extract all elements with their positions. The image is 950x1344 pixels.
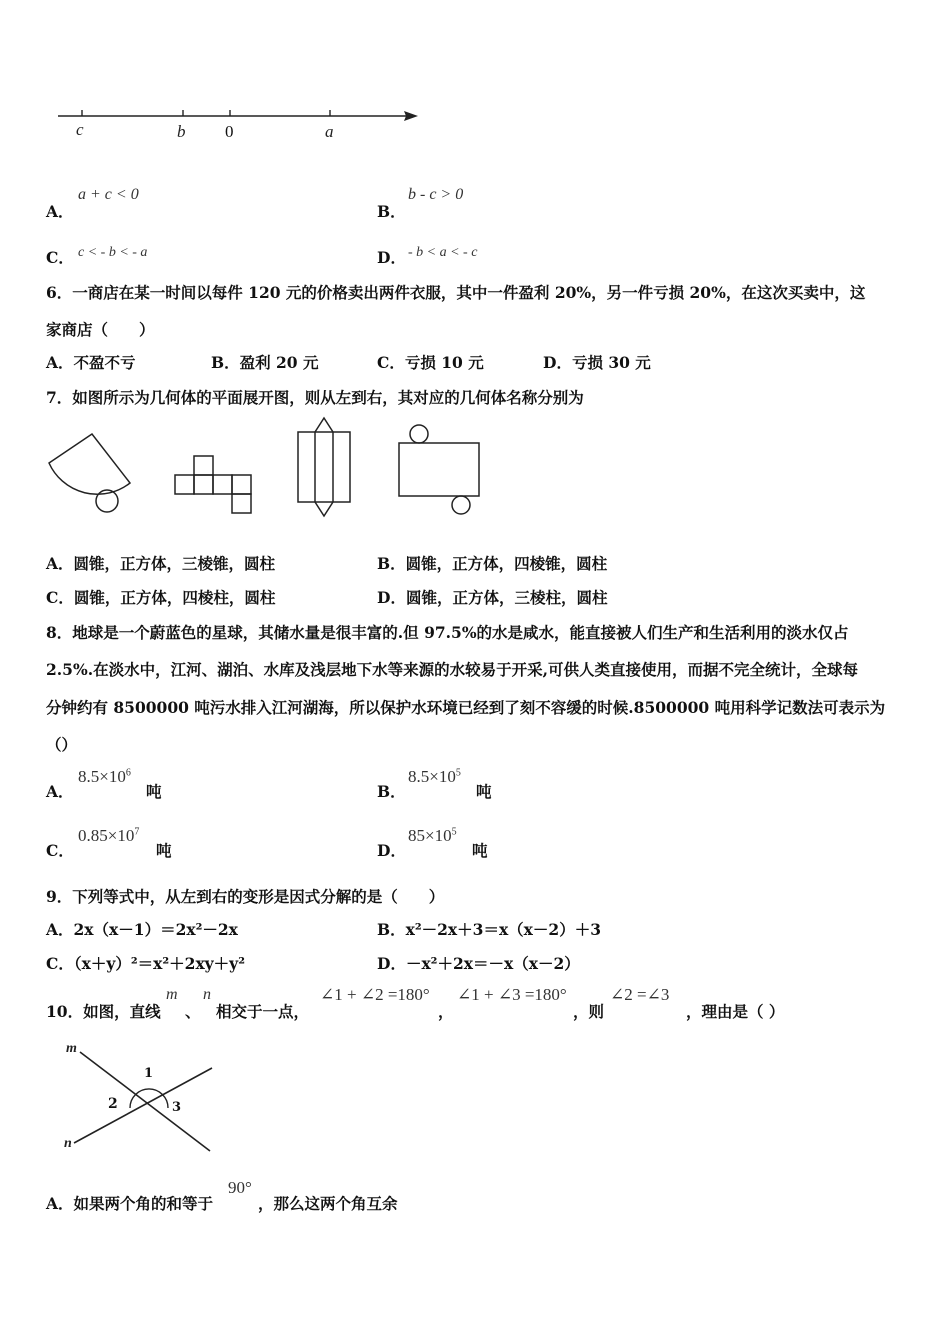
q7-option-b: B．圆锥，正方体，四棱锥，圆柱: [377, 554, 608, 573]
line-n: [74, 1068, 212, 1143]
q10-separator: 、: [185, 1002, 201, 1021]
q9-option-d: D．－x²＋2x＝－x（x－2）: [377, 954, 580, 973]
q6-option-b: B．盈利 20 元: [211, 353, 319, 372]
q10-option-a-suffix: ，那么这两个角互余: [258, 1194, 398, 1213]
q10-option-a-text: A．如果两个角的和等于: [46, 1194, 214, 1213]
arrow-head-icon: [404, 111, 418, 121]
q7-text: 7．如图所示为几何体的平面展开图，则从左到右，其对应的几何体名称分别为: [46, 388, 584, 407]
q7-option-c: C．圆锥，正方体，四棱柱，圆柱: [46, 588, 276, 607]
q9-option-a: A．2x（x－1）＝2x²－2x: [46, 920, 238, 939]
prism-net: [298, 418, 350, 516]
cone-net: [49, 434, 130, 512]
q10-equation-1: ∠1 + ∠2 =180°: [320, 985, 430, 1004]
q10-fig-label-n: n: [64, 1136, 72, 1151]
q8-text-line4: （）: [46, 735, 78, 754]
q8-option-d-value: $85\times 10^5$: [408, 826, 457, 845]
q10-fig-angle-3: 3: [172, 1100, 182, 1115]
q5-option-b-expr: b - c > 0: [408, 186, 464, 203]
q9-option-c: C．（x＋y）²＝x²＋2xy＋y²: [46, 954, 245, 973]
q10-fig-label-m: m: [66, 1041, 77, 1056]
q10-line-n: n: [203, 986, 211, 1003]
number-line-figure: [0, 0, 950, 160]
q6-option-a: A．不盈不亏: [46, 353, 136, 372]
q5-option-b-letter: B．: [377, 202, 406, 221]
q6-text-line2: 家商店（ ）: [46, 320, 155, 339]
cylinder-net: [399, 425, 479, 514]
q8-option-b-letter: B．: [377, 782, 406, 801]
q10-then: ，则: [573, 1002, 605, 1021]
number-line-label-b: b: [177, 122, 186, 141]
q10-intersecting-lines-figure: [0, 1030, 260, 1160]
number-line-label-a: a: [325, 122, 334, 141]
q5-option-c-letter: C．: [46, 248, 74, 267]
q10-option-a-value: 90°: [228, 1178, 252, 1197]
q8-option-d-unit: 吨: [472, 841, 488, 860]
q6-text-line1: 6．一商店在某一时间以每件 120 元的价格卖出两件衣服，其中一件盈利 20%，另一件亏损 20%，在这次买卖中，这: [46, 283, 866, 302]
q7-option-a: A．圆锥，正方体，三棱锥，圆柱: [46, 554, 276, 573]
q5-option-c-expr: c < - b < - a: [78, 245, 148, 260]
q7-nets-figure: [0, 410, 520, 530]
q10-fig-angle-1: 1: [144, 1066, 154, 1081]
q5-option-a-expr: a + c < 0: [78, 186, 139, 203]
q8-option-c-value: $0.85\times 10^7$: [78, 826, 140, 845]
q9-text: 9．下列等式中，从左到右的变形是因式分解的是（ ）: [46, 887, 445, 906]
q10-equation-3: ∠2 =∠3: [610, 985, 670, 1004]
q8-option-c-letter: C．: [46, 841, 74, 860]
number-line-label-0: 0: [225, 122, 234, 141]
q8-text-line3: 分钟约有 8500000 吨污水排入江河湖海，所以保护水环境已经到了刻不容缓的时候.8500000 吨用科学记数法可表示为: [46, 698, 886, 717]
q10-fig-angle-2: 2: [108, 1096, 118, 1112]
q8-option-a-unit: 吨: [146, 782, 162, 801]
q8-option-a-letter: A．: [46, 782, 74, 801]
q6-option-c: C．亏损 10 元: [377, 353, 484, 372]
q8-option-c-unit: 吨: [156, 841, 172, 860]
cube-net: [175, 456, 251, 513]
q8-text-line2: 2.5%.在淡水中，江河、湖泊、水库及浅层地下水等来源的水较易于开采,可供人类直接使用，而据不完全统计，全球每: [46, 660, 858, 679]
q9-option-b: B．x²－2x＋3＝x（x－2）＋3: [377, 920, 601, 939]
q7-option-d: D．圆锥，正方体，三棱柱，圆柱: [377, 588, 608, 607]
q8-text-line1: 8．地球是一个蔚蓝色的星球，其储水量是很丰富的.但 97.5%的水是咸水，能直接被人们生产和生活利用的淡水仅占: [46, 623, 849, 642]
q10-line-m: m: [166, 986, 178, 1003]
q8-option-b-value: $8.5\times 10^5$: [408, 767, 461, 786]
q8-option-d-letter: D．: [377, 841, 406, 860]
q8-option-b-unit: 吨: [476, 782, 492, 801]
q5-option-d-expr: - b < a < - c: [408, 245, 478, 260]
number-line-label-c: c: [76, 120, 84, 139]
q8-option-a-value: $8.5\times 10^6$: [78, 767, 131, 786]
q10-equation-2: ∠1 + ∠3 =180°: [457, 985, 567, 1004]
q10-prefix: 10．如图，直线: [46, 1002, 161, 1021]
q10-comma: ，: [438, 1002, 454, 1021]
q10-mid-text: 相交于一点，: [216, 1002, 310, 1021]
q6-option-d: D．亏损 30 元: [543, 353, 651, 372]
q5-option-a-letter: A．: [46, 202, 74, 221]
q5-option-d-letter: D．: [377, 248, 406, 267]
q10-suffix: ，理由是（ ）: [686, 1002, 785, 1021]
